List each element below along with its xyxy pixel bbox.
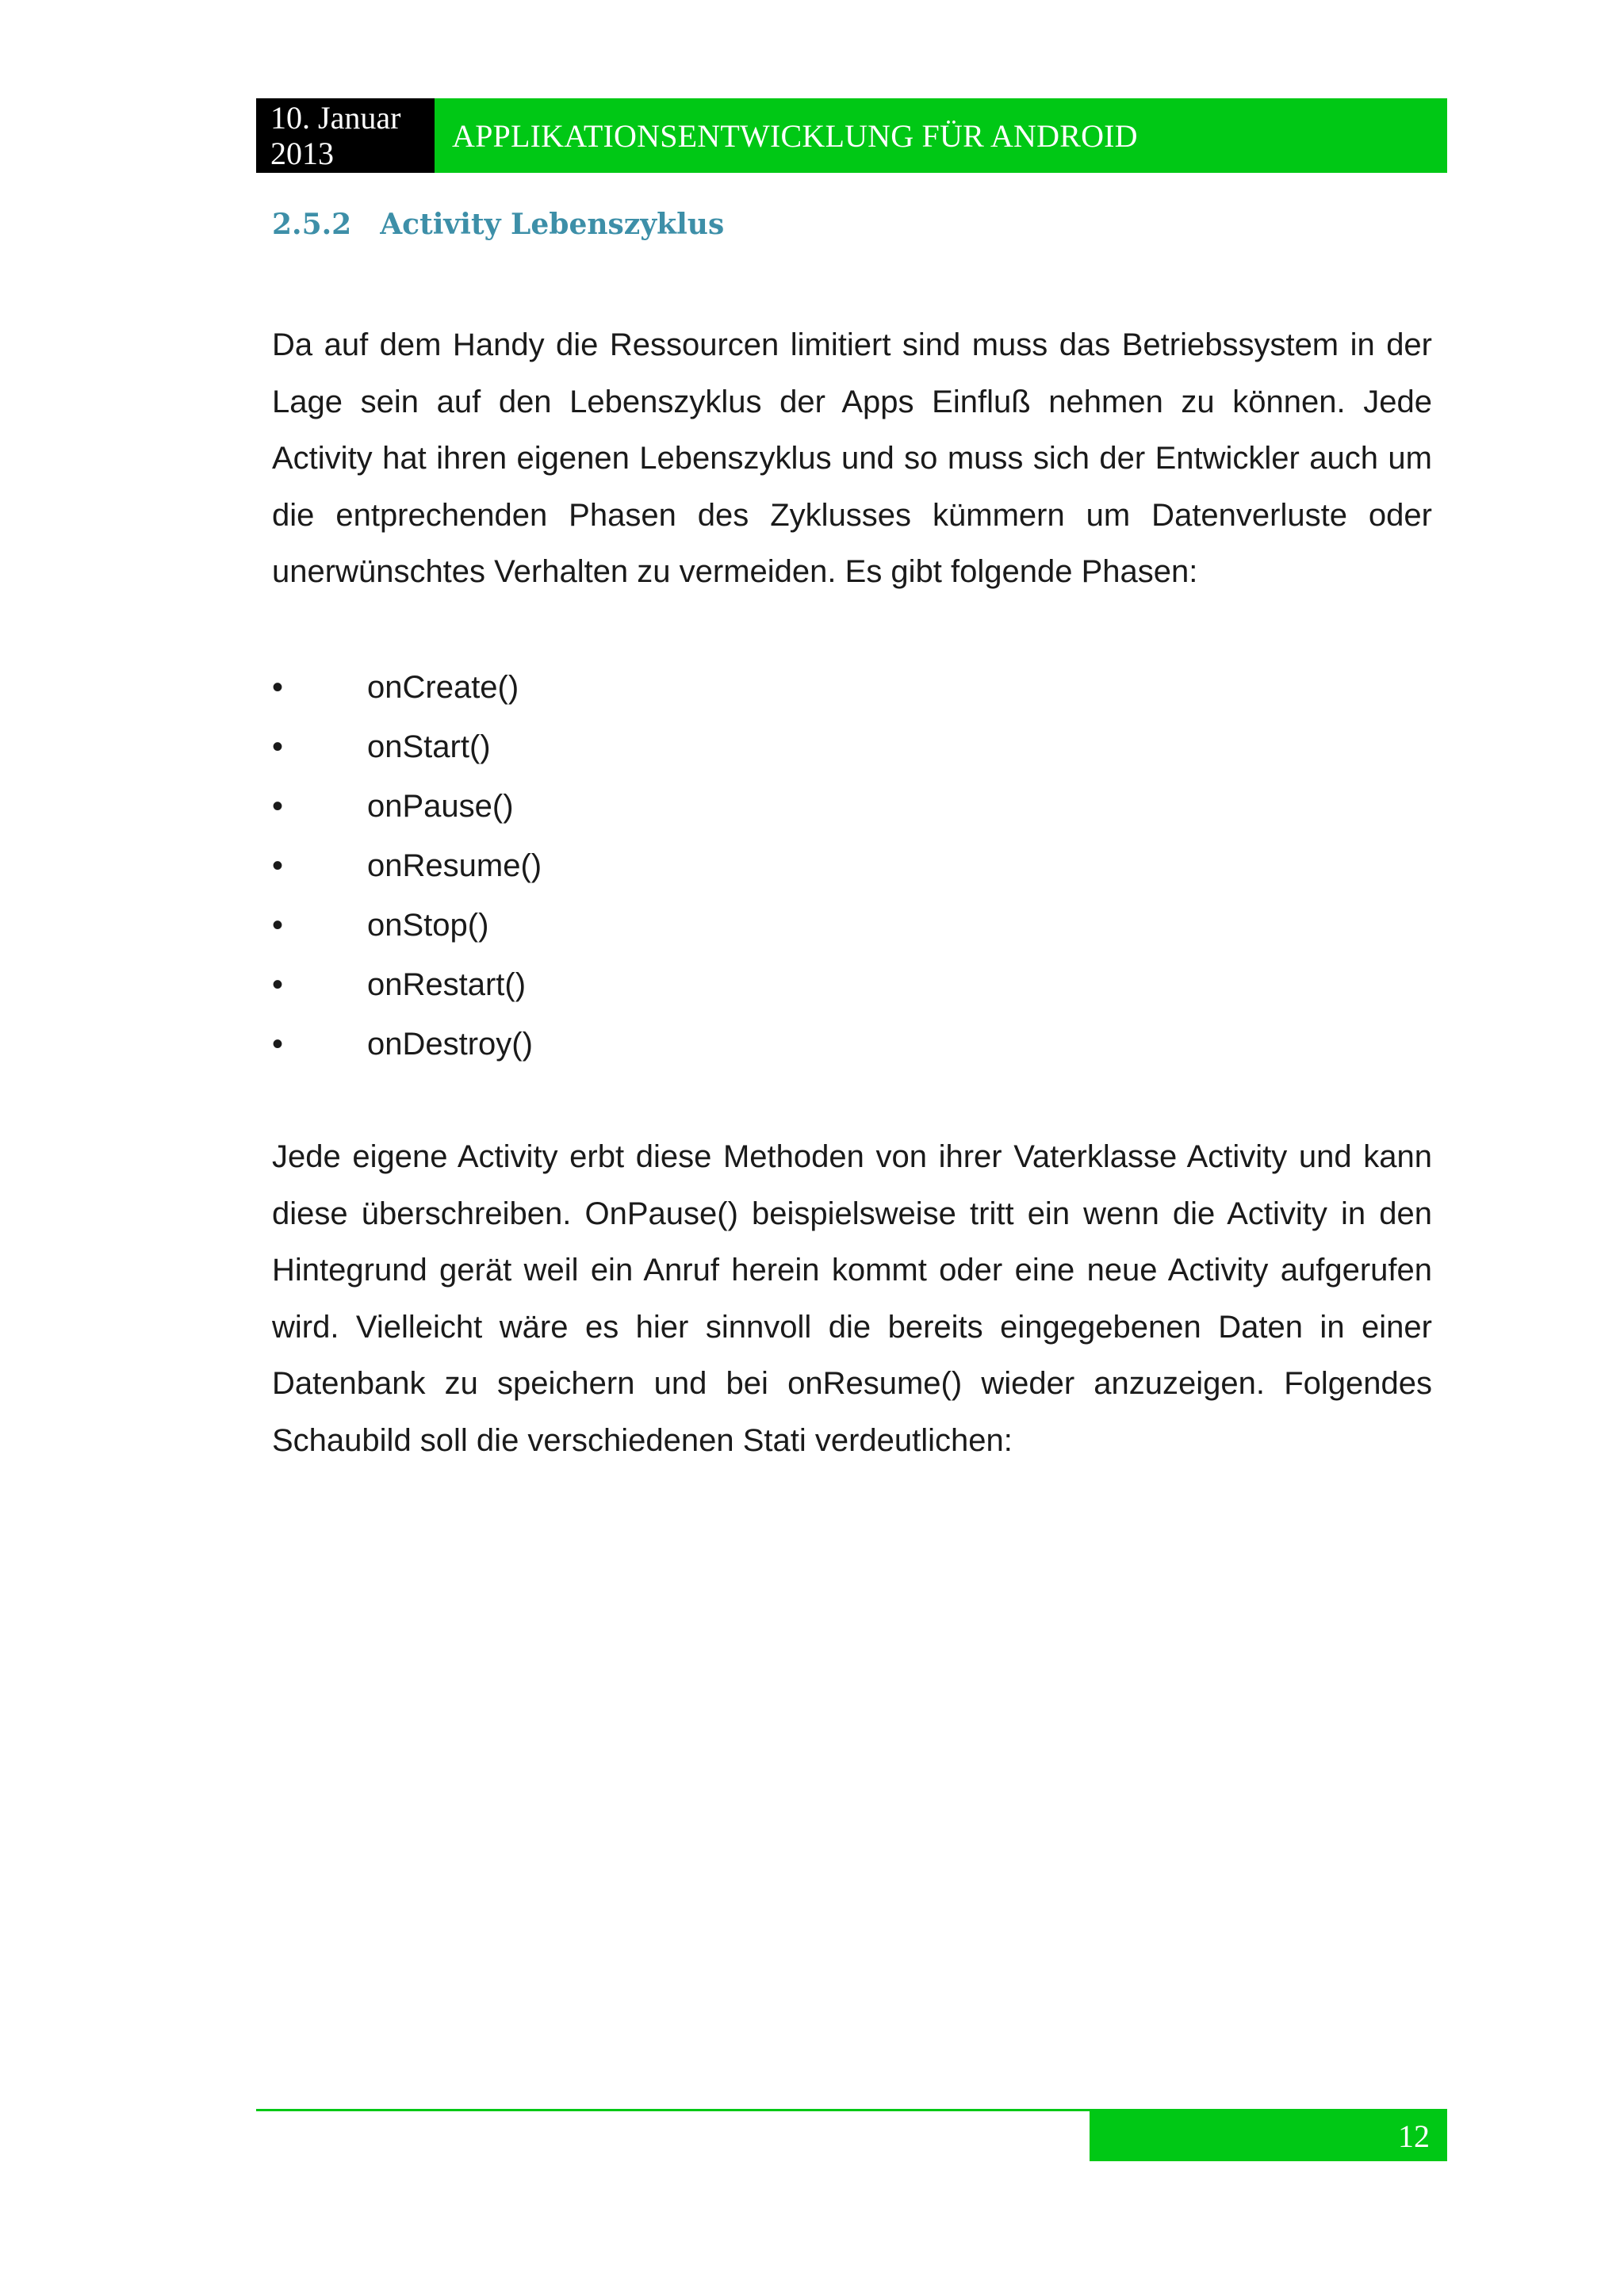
bullet-icon: • — [272, 729, 284, 764]
phase-list-item — [272, 836, 542, 896]
phase-list — [272, 658, 542, 1074]
phase-label: onDestroy() — [367, 1027, 533, 1062]
bullet-icon: • — [272, 967, 284, 1002]
bullet-icon: • — [272, 789, 284, 824]
outro-paragraph: Jede eigene Activity erbt diese Methoden von ihrer Vaterklasse Activity und kann diese überschreiben. OnPause() beispielsweise tritt ein wenn die Activity in den Hintegrund gerät weil ein Anruf herein kommt oder eine neue Activity aufgerufen wird. Vielleicht wäre es hier sinnvoll die bereits eingegebenen Daten in einer Datenbank zu speichern und bei onResume() wieder anzuzeigen. Folgendes Schaubild soll die verschiedenen Stati verdeutlichen: — [272, 1139, 1432, 1458]
header-title: APPLIKATIONSENTWICKLUNG FÜR ANDROID — [435, 98, 1447, 173]
phase-list-item — [272, 955, 542, 1015]
page-header — [256, 98, 1447, 173]
header-date-line2: 2013 — [270, 136, 334, 171]
phase-list-item — [272, 718, 542, 777]
section-number: 2.5.2 — [272, 208, 352, 241]
bullet-icon: • — [272, 848, 284, 883]
intro-paragraph: Da auf dem Handy die Ressourcen limitiert sind muss das Betriebssystem in der Lage sein auf den Lebenszyklus der Apps Einfluß nehmen zu können. Jede Activity hat ihren eigenen Lebenszyklus und so muss sich der Entwickler auch um die entprechenden Phasen des Zyklusses kümmern um Datenverluste oder unerwünschtes Verhalten zu vermeiden. Es gibt folgende Phasen: — [272, 327, 1432, 589]
phase-label: onRestart() — [367, 967, 527, 1002]
section-title: Activity Lebenszyklus — [380, 208, 725, 241]
phase-label: onCreate() — [367, 670, 519, 705]
phase-label: onResume() — [367, 848, 542, 883]
section-heading — [272, 208, 724, 241]
page-number: 12 — [1398, 2118, 1430, 2154]
page-number-box — [1090, 2110, 1447, 2161]
outro-paragraph-container — [272, 1129, 1432, 1469]
phase-list-item — [272, 896, 542, 955]
phase-list-item — [272, 777, 542, 836]
header-date-line1: 10. Januar — [270, 100, 401, 136]
phase-label: onPause() — [367, 789, 514, 824]
phase-label: onStop() — [367, 908, 489, 943]
bullet-icon: • — [272, 1027, 284, 1062]
phase-list-item — [272, 658, 542, 718]
phase-list-item — [272, 1015, 542, 1074]
header-date — [256, 98, 435, 173]
phase-label: onStart() — [367, 729, 491, 764]
intro-paragraph-container — [272, 317, 1432, 601]
bullet-icon: • — [272, 670, 284, 705]
bullet-icon: • — [272, 908, 284, 943]
